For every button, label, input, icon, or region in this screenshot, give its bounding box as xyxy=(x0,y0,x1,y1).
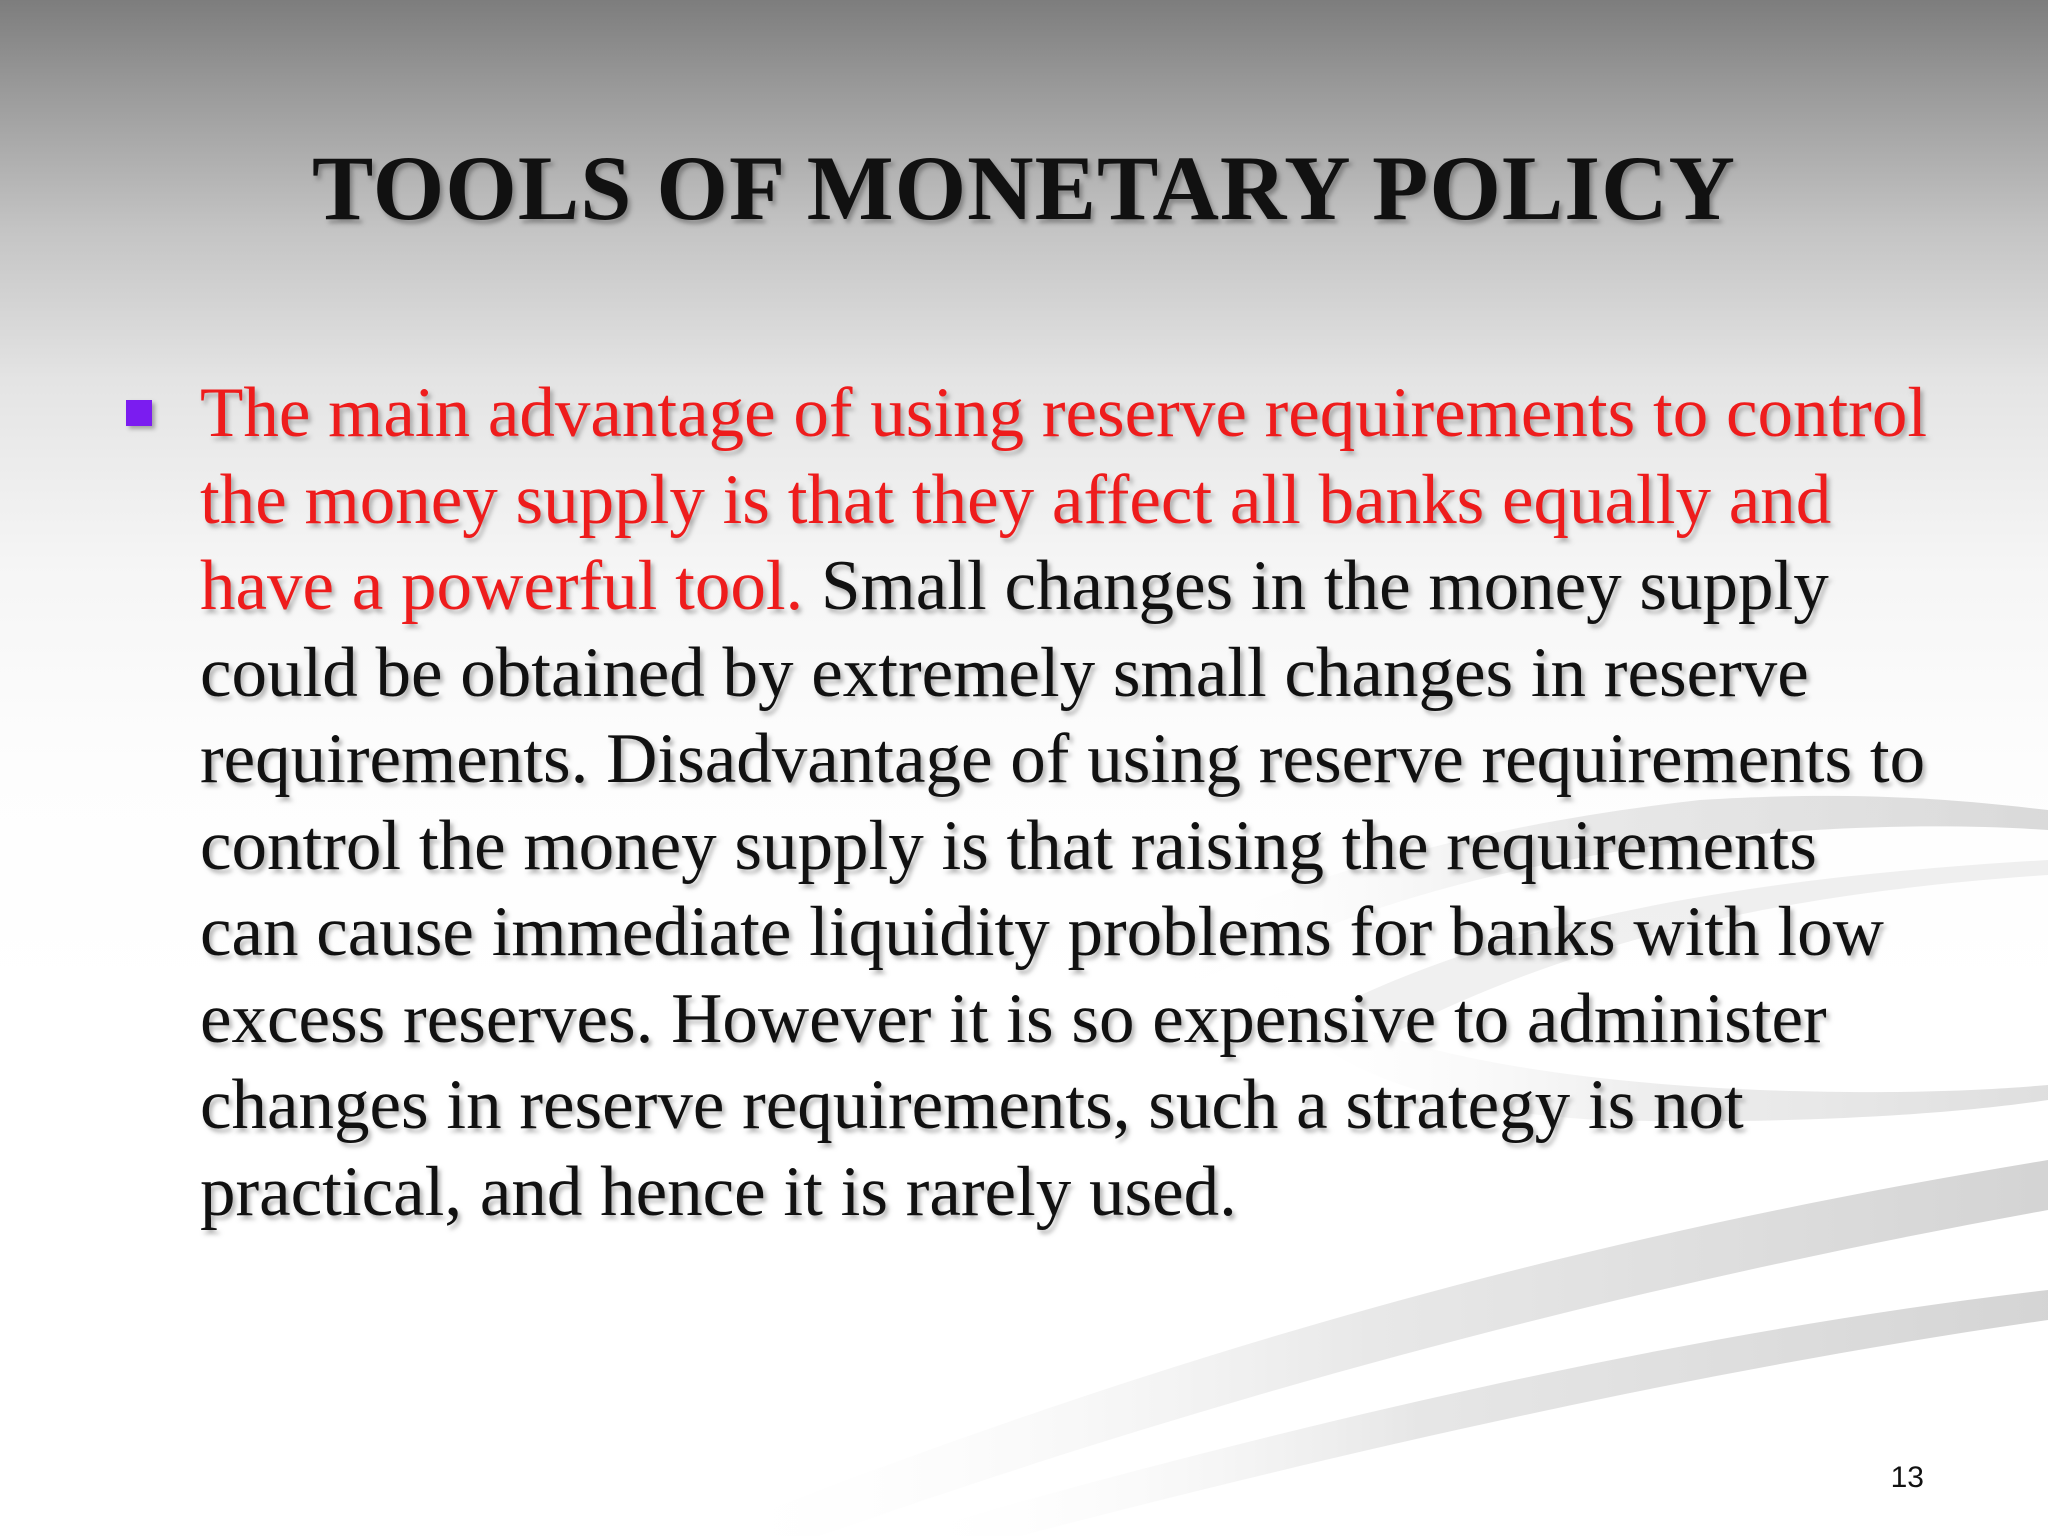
slide-title: TOOLS OF MONETARY POLICY xyxy=(312,137,1736,239)
page-number: 13 xyxy=(1890,1461,1924,1494)
bullet-text-body: Small changes in the money supply could be obtained by extremely small changes in reserve requirements. Disadvantage of using reserve requirements to control the money supply is that raising the requirements can cause immediate liquidity problems for banks with low excess reserves. However it is so expensive to administer changes in reserve requirements, such a strategy is not practical, and hence it is rarely used. xyxy=(200,547,1926,1231)
bullet-text-highlight: The main advantage of using reserve requirements to control the money supply is that they affect all banks equally and have a powerful tool. xyxy=(200,374,1928,625)
bullet-item xyxy=(200,370,1930,1235)
square-bullet-icon xyxy=(126,400,152,426)
